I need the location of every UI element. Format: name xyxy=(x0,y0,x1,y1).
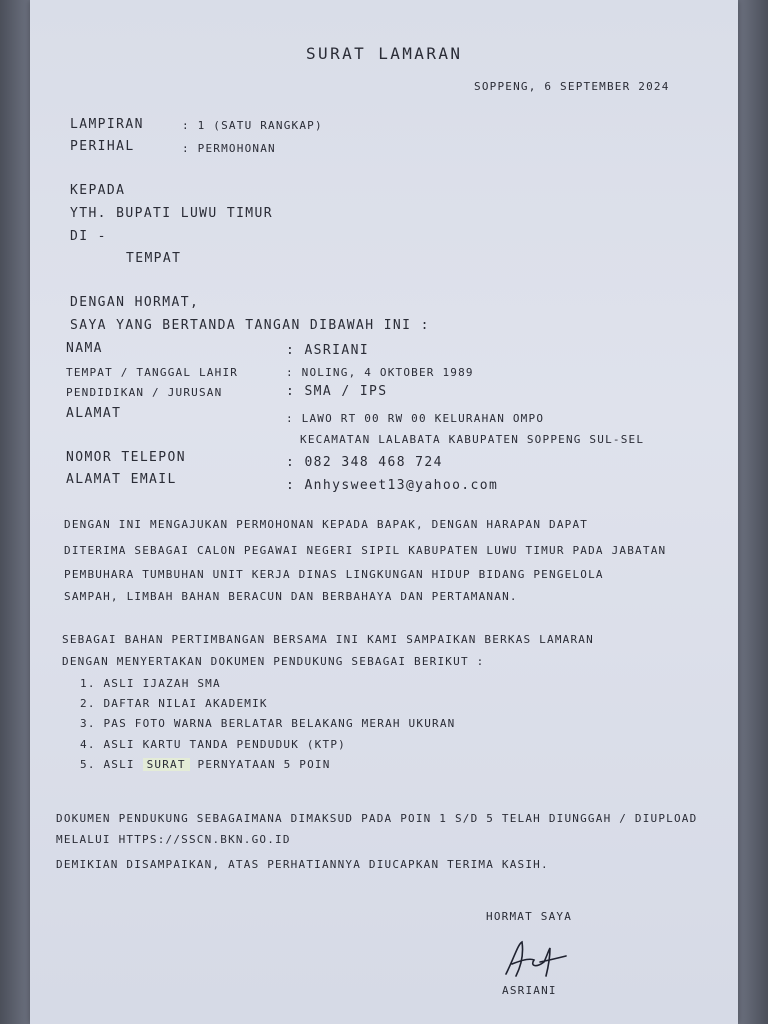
highlighted-word: SURAT xyxy=(143,758,190,771)
field-label-phone: NOMOR TELEPON xyxy=(66,450,186,465)
paragraph-2-line-1: SEBAGAI BAHAN PERTIMBANGAN BERSAMA INI KAMI SAMPAIKAN BERKAS LAMARAN xyxy=(62,633,594,646)
signer-name: ASRIANI xyxy=(502,984,557,997)
paragraph-1-line-3: PEMBUHARA TUMBUHAN UNIT KERJA DINAS LINGKUNGAN HIDUP BIDANG PENGELOLA xyxy=(64,568,604,581)
document-item-1: 1. ASLI IJAZAH SMA xyxy=(80,677,221,690)
field-label-birth: TEMPAT / TANGGAL LAHIR xyxy=(66,366,239,379)
document-item-3: 3. PAS FOTO WARNA BERLATAR BELAKANG MERAH UKURAN xyxy=(80,717,456,730)
subject-value: : PERMOHONAN xyxy=(182,142,276,155)
paragraph-1-line-4: SAMPAH, LIMBAH BAHAN BERACUN DAN BERBAHAYA DAN PERTAMANAN. xyxy=(64,590,518,603)
subject-label: PERIHAL xyxy=(70,139,135,154)
place-date: SOPPENG, 6 SEPTEMBER 2024 xyxy=(474,80,670,93)
field-value-address-1: : LAWO RT 00 RW 00 KELURAHAN OMPO xyxy=(286,412,545,425)
field-value-name: : ASRIANI xyxy=(286,343,370,358)
recipient-line-3: DI - xyxy=(70,229,107,244)
letter-title: SURAT LAMARAN xyxy=(306,44,463,63)
field-value-address-2: KECAMATAN LALABATA KABUPATEN SOPPENG SUL-SEL xyxy=(300,433,645,446)
document-item-5-suffix: PERNYATAAN 5 POIN xyxy=(197,758,331,771)
greeting: DENGAN HORMAT, xyxy=(70,295,200,310)
recipient-line-2: YTH. BUPATI LUWU TIMUR xyxy=(70,206,273,221)
attachment-label: LAMPIRAN xyxy=(70,117,144,132)
field-value-birth: : NOLING, 4 OKTOBER 1989 xyxy=(286,366,474,379)
document-item-4: 4. ASLI KARTU TANDA PENDUDUK (KTP) xyxy=(80,738,346,751)
field-value-phone: : 082 348 468 724 xyxy=(286,455,443,470)
intro-line: SAYA YANG BERTANDA TANGAN DIBAWAH INI : xyxy=(70,318,430,333)
field-label-education: PENDIDIKAN / JURUSAN xyxy=(66,386,223,399)
field-label-address: ALAMAT xyxy=(66,406,122,421)
field-value-email: : Anhysweet13@yahoo.com xyxy=(286,478,499,493)
field-label-email: ALAMAT EMAIL xyxy=(66,472,177,487)
field-value-education: : SMA / IPS xyxy=(286,384,388,399)
attachment-value: : 1 (SATU RANGKAP) xyxy=(182,119,323,132)
field-label-name: NAMA xyxy=(66,341,103,356)
document-item-2: 2. DAFTAR NILAI AKADEMIK xyxy=(80,697,268,710)
sign-off: HORMAT SAYA xyxy=(486,910,573,923)
document-item-5-prefix: 5. ASLI xyxy=(80,758,135,771)
closing-line: DEMIKIAN DISAMPAIKAN, ATAS PERHATIANNYA DIUCAPKAN TERIMA KASIH. xyxy=(56,858,549,871)
paragraph-3-line-1: DOKUMEN PENDUKUNG SEBAGAIMANA DIMAKSUD PADA POIN 1 S/D 5 TELAH DIUNGGAH / DIUPLOAD xyxy=(56,812,698,825)
paragraph-1-line-2: DITERIMA SEBAGAI CALON PEGAWAI NEGERI SIPIL KABUPATEN LUWU TIMUR PADA JABATAN xyxy=(64,544,667,557)
paragraph-1-line-1: DENGAN INI MENGAJUKAN PERMOHONAN KEPADA BAPAK, DENGAN HARAPAN DAPAT xyxy=(64,518,589,531)
recipient-line-4: TEMPAT xyxy=(126,251,182,266)
paragraph-2-line-2: DENGAN MENYERTAKAN DOKUMEN PENDUKUNG SEBAGAI BERIKUT : xyxy=(62,655,485,668)
signature-scribble xyxy=(500,938,570,982)
recipient-line-1: KEPADA xyxy=(70,183,126,198)
document-item-5 xyxy=(80,758,331,771)
paragraph-3-line-2: MELALUI HTTPS://SSCN.BKN.GO.ID xyxy=(56,833,291,846)
